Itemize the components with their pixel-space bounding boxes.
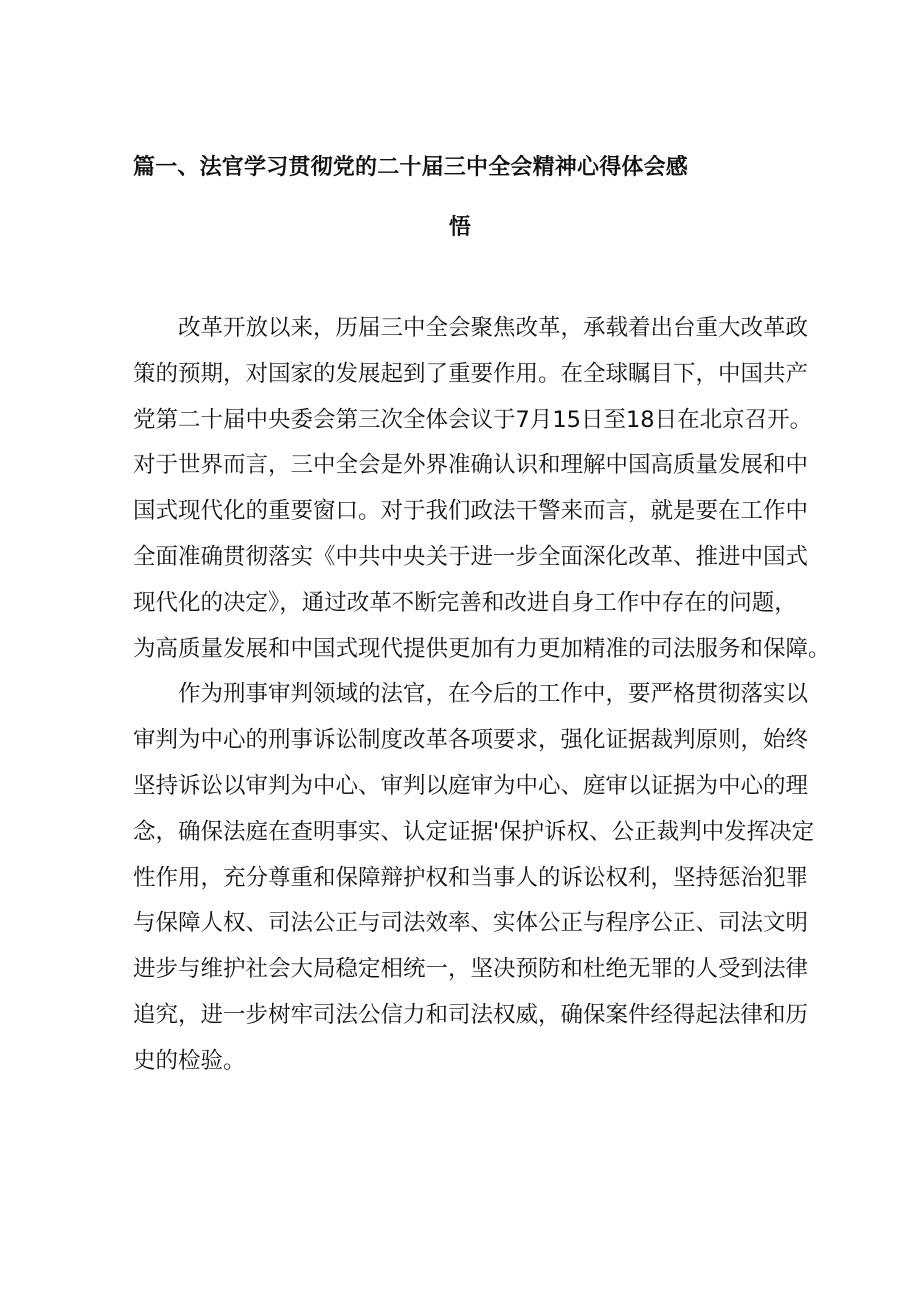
paragraph-1-line: 策的预期，对国家的发展起到了重要作用。在全球瞩目下，中国共产 [133,360,809,387]
document-title-line-2-text: 悟 [448,215,472,240]
paragraph-1-line: 党第二十届中央委会第三次全体会议于7月15日至18日在北京召开。 [133,406,813,433]
paragraph-1-line: 改革开放以来，历届三中全会聚焦改革，承载着出台重大改革政 [133,315,809,341]
paragraph-2-line: 念，确保法庭在查明事实、认定证据'保护诉权、公正裁判中发挥决定 [133,818,815,845]
paragraph-2-line: 坚持诉讼以审判为中心、审判以庭审为中心、庭审以证据为中心的理 [133,772,809,799]
paragraph-1-line: 现代化的决定》，通过改革不断完善和改进自身工作中存在的问题， [133,589,797,616]
paragraph-1-line: 对于世界而言，三中全会是外界准确认识和理解中国高质量发展和中 [133,452,809,479]
paragraph-1-line: 为高质量发展和中国式现代提供更加有力更加精准的司法服务和保障。 [133,635,831,662]
paragraph-1-line: 国式现代化的重要窗口。对于我们政法干警来而言，就是要在工作中 [133,498,809,525]
paragraph-2-line: 与保障人权、司法公正与司法效率、实体公正与程序公正、司法文明 [133,910,809,937]
document-body [133,306,831,1085]
document-title-line-2 [0,210,920,241]
paragraph-2-line: 性作用，充分尊重和保障辩护权和当事人的诉讼权利，坚持惩治犯罪 [133,864,809,891]
paragraph-2-line: 追究，进一步树牢司法公信力和司法权威，确保案件经得起法律和历 [133,1001,809,1028]
paragraph-2-line: 审判为中心的刑事诉讼制度改革各项要求，强化证据裁判原则，始终 [133,727,809,754]
document-title-line-1: 篇一、法官学习贯彻党的二十届三中全会精神心得体会感 [133,155,689,180]
paragraph-1-line: 全面准确贯彻落实《中共中央关于进一步全面深化改革、推进中国式 [133,543,809,570]
paragraph-2-line: 进步与维护社会大局稳定相统一，坚决预防和杜绝无罪的人受到法律 [133,956,809,983]
paragraph-2-line: 作为刑事审判领域的法官，在今后的工作中，要严格贯彻落实以 [133,681,809,708]
paragraph-2-line: 史的检验。 [133,1047,246,1074]
